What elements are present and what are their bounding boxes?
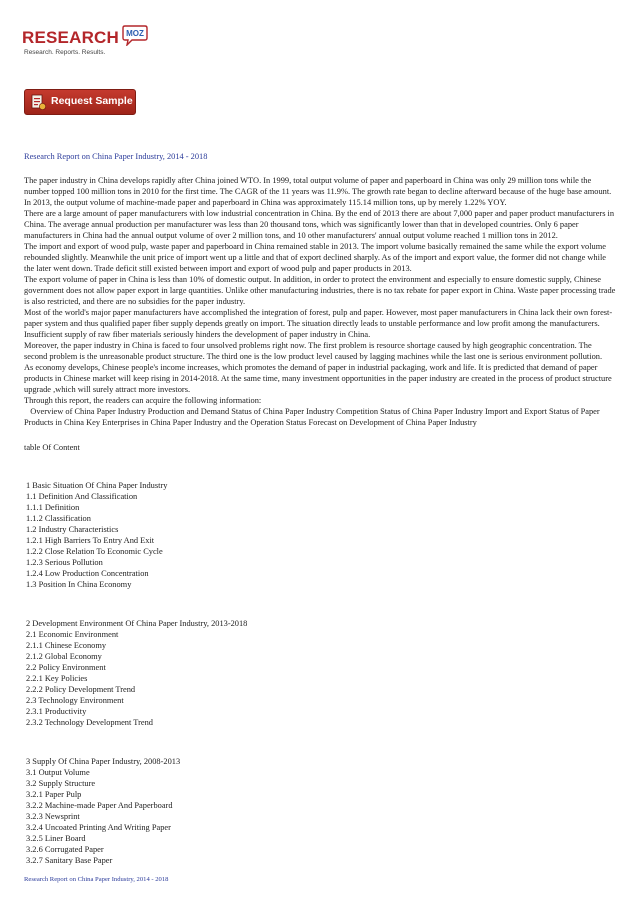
toc-item: 3.2.7 Sanitary Base Paper — [26, 856, 113, 865]
toc-item: 1 Basic Situation Of China Paper Industry — [26, 481, 168, 490]
toc-item: 3.2.3 Newsprint — [26, 812, 80, 821]
toc-section — [24, 618, 616, 728]
toc-item: 2.1.1 Chinese Economy — [26, 641, 107, 650]
toc-item: 2.3 Technology Environment — [26, 696, 124, 705]
toc-section — [24, 480, 616, 590]
toc-item: 1.1 Definition And Classification — [26, 492, 138, 501]
toc-item: 1.2.4 Low Production Concentration — [26, 569, 149, 578]
toc-item: 2.2 Policy Environment — [26, 663, 106, 672]
paragraph: There are a large amount of paper manufacturers with low industrial concentration in China. By the end of 2013 there are about 7,000 paper and paper product manufacturers in China. The average annual production per manufacturer was less than 20 thousand tons, which was significantly lower than that in developed countries. Only 6 paper manufacturers in China had the annual output volume of over 2 million tons, and 10 other manufacturers' annual output volume reached 1 million tons in 2012. — [24, 209, 615, 240]
logo-tagline: Research. Reports. Results. — [24, 49, 106, 56]
paragraph: Most of the world's major paper manufacturers have accomplished the integration of forest, pulp and paper. However, most paper manufacturers in China lack their own forest-paper system and thus qualified paper fiber supply depends greatly on import. The situation directly leads to unstable performance and low profit among the manufacturers. Insufficient supply of raw fiber materials seriously hinders the development of paper industry in China. — [24, 308, 613, 339]
paragraph: Through this report, the readers can acquire the following information: — [24, 396, 262, 405]
logo — [22, 28, 142, 64]
document-icon — [29, 93, 47, 111]
toc-item: 2.2.2 Policy Development Trend — [26, 685, 136, 694]
toc-item: 1.2.1 High Barriers To Entry And Exit — [26, 536, 155, 545]
toc-item: 3.2.5 Liner Board — [26, 834, 86, 843]
toc-item: 1.2.3 Serious Pollution — [26, 558, 103, 567]
toc-item: 3.2.4 Uncoated Printing And Writing Paper — [26, 823, 171, 832]
toc-item: 3.2 Supply Structure — [26, 779, 96, 788]
toc-item: 2.3.2 Technology Development Trend — [26, 718, 153, 727]
footer-link[interactable]: Research Report on China Paper Industry, 2014 - 2018 — [24, 876, 169, 883]
logo-badge-label: MOZ — [126, 29, 144, 38]
toc-item: 1.2.2 Close Relation To Economic Cycle — [26, 547, 163, 556]
toc-item: 3.2.2 Machine-made Paper And Paperboard — [26, 801, 173, 810]
toc-item: 3.2.1 Paper Pulp — [26, 790, 82, 799]
toc-item: 1.2 Industry Characteristics — [26, 525, 119, 534]
toc-section — [24, 756, 616, 866]
toc-item: 3 Supply Of China Paper Industry, 2008-2013 — [26, 757, 181, 766]
logo-badge — [122, 24, 148, 46]
toc-item: 3.1 Output Volume — [26, 768, 90, 777]
request-sample-label: Request Sample — [51, 95, 133, 107]
toc-item: 2.1.2 Global Economy — [26, 652, 102, 661]
paragraph: The export volume of paper in China is less than 10% of domestic output. In addition, in order to protect the environment and especially to ensure domestic supply, Chinese government does not allow paper export in large quantities. Unlike other manufacturing industries, there is no tax rebate for paper export in China. Waste paper processing trade is also restricted, and there are no subsidies for the paper industry. — [24, 275, 616, 306]
paragraph: Overview of China Paper Industry Production and Demand Status of China Paper Industry Competition Status of China Paper Industry Import and Export Status of Paper Products in China Key Enterprises in China Paper Industry and the Operation Status Forecast on Development of China Paper Industry — [24, 407, 602, 427]
paragraph: The paper industry in China develops rapidly after China joined WTO. In 1999, total output volume of paper and paperboard in China was only 29 million tons while the number topped 100 million tons in 2010 for the first time. The CAGR of the 11 years was 11.9%. The growth rate began to decline afterward because of the huge base amount. In 2013, the output volume of machine-made paper and paperboard in China was approximately 115.14 million tons, up by merely 1.22% YOY. — [24, 176, 612, 207]
toc-item: 2.2.1 Key Policies — [26, 674, 88, 683]
paragraph: Moreover, the paper industry in China is faced to four unsolved problems right now. The first problem is resource shortage caused by high geographic concentration. The second problem is the unreasonable product structure. The third one is the low product level caused by lagging machines while the last one is serious environment pollution. — [24, 341, 603, 361]
paragraph: The import and export of wood pulp, waste paper and paperboard in China remained stable in 2013. The import volume basically remained the same while the export volume rebounded slightly. Meanwhile the unit price of import went up a little and that of export declined sharply. As of the import and export value, the former did not change while the later went down. Trade deficit still existed between import and export of wood pulp and paper products in 2013. — [24, 242, 606, 273]
toc-item: 3.2.6 Corrugated Paper — [26, 845, 104, 854]
toc-item: 2 Development Environment Of China Paper Industry, 2013-2018 — [26, 619, 248, 628]
toc-item: 2.3.1 Productivity — [26, 707, 87, 716]
toc-heading: table Of Content — [24, 443, 80, 452]
toc-item: 1.1.1 Definition — [26, 503, 80, 512]
logo-wordmark: RESEARCH — [22, 28, 120, 47]
paragraph: As economy develops, Chinese people's income increases, which promotes the demand of paper in industrial packaging, work and life. It is predicted that demand of paper products in Chinese market will keep rising in 2014-2018. At the same time, many investment opportunities in the paper industry are created in the process of product structure upgrade ,which will surely attract more investors. — [24, 363, 612, 394]
report-title-link[interactable]: Research Report on China Paper Industry, 2014 - 2018 — [24, 152, 208, 161]
toc-item: 2.1 Economic Environment — [26, 630, 119, 639]
toc-item: 1.3 Position In China Economy — [26, 580, 132, 589]
report-body — [24, 151, 616, 866]
request-sample-button[interactable] — [24, 89, 136, 115]
toc-item: 1.1.2 Classification — [26, 514, 91, 523]
